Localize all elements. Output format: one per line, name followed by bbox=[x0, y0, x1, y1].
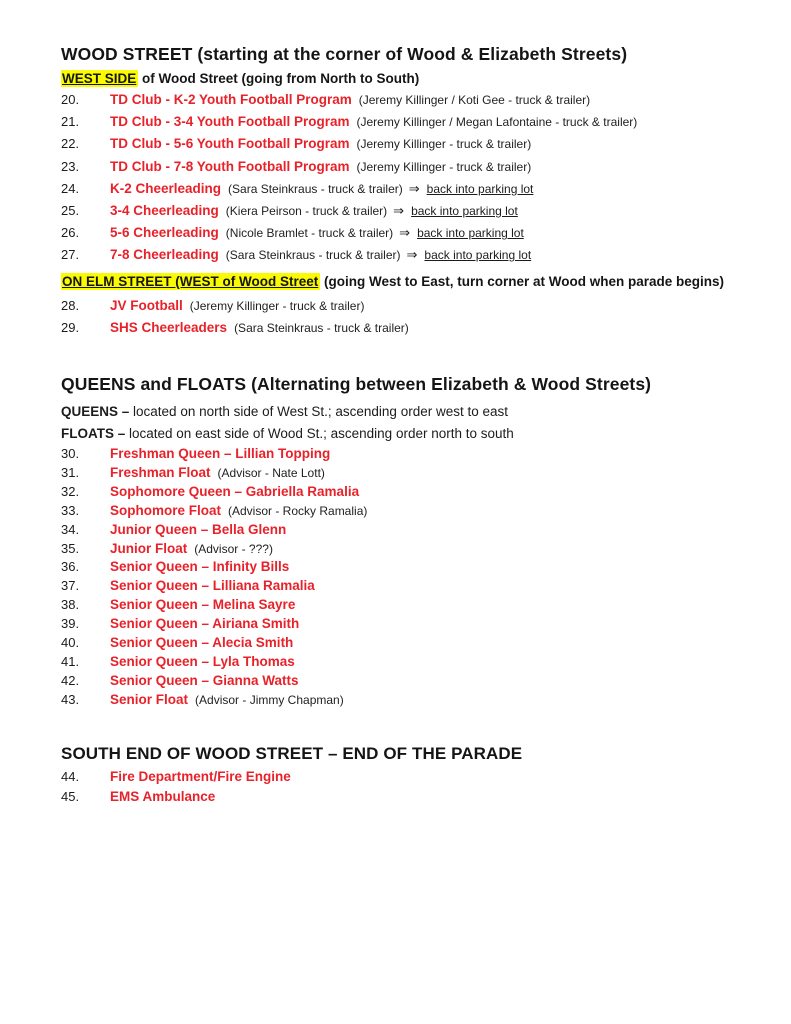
entry-title: Sophomore Queen – Gabriella Ramalia bbox=[110, 483, 360, 499]
entry-title: EMS Ambulance bbox=[110, 789, 216, 805]
entry-number: 24. bbox=[61, 180, 80, 196]
arrow-right-icon: ⇒ bbox=[408, 180, 420, 196]
entry-number: 42. bbox=[61, 672, 80, 688]
parade-entry bbox=[61, 521, 367, 540]
entry-title: K-2 Cheerleading bbox=[110, 180, 222, 196]
parade-entry bbox=[61, 691, 367, 710]
elm-street-highlight: ON ELM STREET (WEST of Wood Street bbox=[62, 274, 319, 289]
parade-entry bbox=[61, 634, 367, 653]
arrow-right-icon: ⇒ bbox=[393, 203, 405, 219]
floats-location-line bbox=[61, 423, 514, 445]
entry-number: 23. bbox=[61, 158, 80, 174]
entry-number: 32. bbox=[61, 483, 80, 499]
floats-location-text: located on east side of Wood St.; ascending order north to south bbox=[125, 426, 514, 441]
entry-title: 7-8 Cheerleading bbox=[110, 247, 219, 263]
section-heading-wood-street: WOOD STREET (starting at the corner of Wood & Elizabeth Streets) bbox=[61, 44, 628, 64]
parade-entry bbox=[61, 133, 637, 155]
entry-note: back into parking lot bbox=[417, 226, 524, 241]
entry-title: Senior Queen – Airiana Smith bbox=[110, 616, 300, 632]
parade-entry bbox=[61, 156, 637, 178]
entry-detail: (Advisor - Nate Lott) bbox=[217, 465, 325, 480]
elm-street-subheading bbox=[61, 274, 724, 289]
queens-floats-description bbox=[61, 401, 514, 445]
entry-detail: (Nicole Bramlet - truck & trailer) bbox=[225, 226, 394, 241]
parade-entry bbox=[61, 464, 367, 483]
entry-title: Senior Queen – Lilliana Ramalia bbox=[110, 578, 315, 594]
section-heading-queens-floats: QUEENS and FLOATS (Alternating between Elizabeth & Wood Streets) bbox=[61, 374, 652, 394]
entry-number: 38. bbox=[61, 597, 80, 613]
parade-entry bbox=[61, 540, 367, 559]
entry-detail: (Advisor - ???) bbox=[194, 541, 273, 556]
entry-detail: (Sara Steinkraus - truck & trailer) bbox=[228, 181, 403, 196]
parade-entry bbox=[61, 596, 367, 615]
entry-number: 41. bbox=[61, 653, 80, 669]
entry-detail: (Jeremy Killinger / Koti Gee - truck & trailer) bbox=[358, 93, 591, 107]
entry-title: 5-6 Cheerleading bbox=[110, 225, 219, 241]
parade-entry bbox=[61, 222, 637, 244]
entry-title: Senior Float bbox=[110, 691, 189, 707]
entry-number: 34. bbox=[61, 521, 80, 537]
entry-title: 3-4 Cheerleading bbox=[110, 203, 219, 219]
parade-entry bbox=[61, 577, 367, 596]
queens-label: QUEENS – bbox=[61, 404, 130, 419]
entry-number: 44. bbox=[61, 769, 80, 784]
arrow-right-icon: ⇒ bbox=[399, 225, 411, 241]
entry-title: Senior Queen – Lyla Thomas bbox=[110, 653, 295, 669]
parade-entry bbox=[61, 295, 409, 317]
floats-label: FLOATS – bbox=[61, 426, 126, 441]
queens-floats-list bbox=[61, 445, 367, 710]
entry-number: 20. bbox=[61, 92, 80, 107]
entry-title: Senior Queen – Infinity Bills bbox=[110, 559, 290, 575]
entry-title: TD Club - 5-6 Youth Football Program bbox=[110, 136, 350, 152]
entry-detail: (Jeremy Killinger - truck & trailer) bbox=[189, 299, 365, 313]
entry-number: 22. bbox=[61, 136, 80, 152]
entry-number: 40. bbox=[61, 635, 80, 651]
entry-number: 37. bbox=[61, 578, 80, 594]
parade-entry bbox=[61, 672, 367, 691]
parade-entry bbox=[61, 317, 409, 339]
entry-detail: (Sara Steinkraus - truck & trailer) bbox=[225, 248, 401, 263]
entry-title: Senior Queen – Melina Sayre bbox=[110, 597, 296, 613]
parade-entry bbox=[61, 200, 637, 222]
entry-number: 36. bbox=[61, 559, 80, 575]
west-side-highlight: WEST SIDE bbox=[62, 71, 137, 86]
entry-title: Fire Department/Fire Engine bbox=[110, 769, 291, 784]
entry-title: Junior Float bbox=[110, 540, 188, 556]
entry-number: 33. bbox=[61, 502, 80, 518]
west-side-subheading bbox=[61, 71, 419, 86]
entry-number: 29. bbox=[61, 320, 80, 336]
parade-entry bbox=[61, 445, 367, 464]
parade-entry bbox=[61, 615, 367, 634]
entry-note: back into parking lot bbox=[424, 248, 532, 263]
entry-number: 43. bbox=[61, 691, 80, 707]
parade-entry bbox=[61, 502, 367, 521]
entry-title: Senior Queen – Alecia Smith bbox=[110, 635, 294, 651]
entry-number: 35. bbox=[61, 540, 80, 556]
parade-entry bbox=[61, 653, 367, 672]
entry-detail: (Jeremy Killinger - truck & trailer) bbox=[356, 159, 532, 174]
entry-note: back into parking lot bbox=[411, 204, 518, 219]
entry-title: JV Football bbox=[110, 298, 183, 313]
entry-detail: (Sara Steinkraus - truck & trailer) bbox=[234, 321, 409, 336]
parade-entry bbox=[61, 483, 367, 502]
entry-title: Freshman Queen – Lillian Topping bbox=[110, 446, 331, 461]
elm-street-list bbox=[61, 295, 409, 339]
wood-street-list bbox=[61, 89, 637, 267]
entry-title: TD Club - 7-8 Youth Football Program bbox=[110, 158, 350, 174]
west-side-subheading-rest: of Wood Street (going from North to South) bbox=[138, 71, 420, 86]
entry-title: SHS Cheerleaders bbox=[110, 320, 228, 336]
parade-entry bbox=[61, 767, 291, 787]
entry-title: TD Club - 3-4 Youth Football Program bbox=[110, 114, 350, 130]
elm-street-subheading-rest: (going West to East, turn corner at Wood when parade begins) bbox=[320, 274, 725, 289]
entry-number: 26. bbox=[61, 225, 80, 241]
queens-location-line bbox=[61, 401, 514, 423]
entry-number: 27. bbox=[61, 247, 80, 263]
entry-number: 28. bbox=[61, 298, 80, 313]
parade-entry bbox=[61, 787, 291, 807]
entry-number: 39. bbox=[61, 616, 80, 632]
parade-entry bbox=[61, 558, 367, 577]
entry-detail: (Advisor - Rocky Ramalia) bbox=[228, 503, 368, 518]
entry-number: 31. bbox=[61, 464, 80, 480]
entry-detail: (Jeremy Killinger - truck & trailer) bbox=[356, 137, 532, 152]
arrow-right-icon: ⇒ bbox=[406, 247, 418, 263]
parade-entry bbox=[61, 111, 637, 133]
parade-entry bbox=[61, 89, 637, 111]
parade-entry bbox=[61, 244, 637, 266]
entry-title: Sophomore Float bbox=[110, 502, 221, 518]
entry-number: 45. bbox=[61, 789, 80, 805]
entry-number: 30. bbox=[61, 446, 80, 461]
entry-title: Senior Queen – Gianna Watts bbox=[110, 672, 299, 688]
entry-title: Junior Queen – Bella Glenn bbox=[110, 521, 287, 537]
entry-title: TD Club - K-2 Youth Football Program bbox=[110, 92, 352, 107]
entry-number: 21. bbox=[61, 114, 80, 130]
section-heading-south-end: SOUTH END OF WOOD STREET – END OF THE PARADE bbox=[61, 744, 523, 763]
entry-note: back into parking lot bbox=[426, 181, 534, 196]
entry-number: 25. bbox=[61, 203, 80, 219]
south-end-list bbox=[61, 767, 291, 807]
entry-title: Freshman Float bbox=[110, 464, 211, 480]
parade-entry bbox=[61, 178, 637, 200]
queens-location-text: located on north side of West St.; ascending order west to east bbox=[129, 404, 508, 419]
entry-detail: (Jeremy Killinger / Megan Lafontaine - truck & trailer) bbox=[356, 115, 638, 130]
entry-detail: (Advisor - Jimmy Chapman) bbox=[195, 692, 344, 707]
entry-detail: (Kiera Peirson - truck & trailer) bbox=[225, 204, 388, 219]
